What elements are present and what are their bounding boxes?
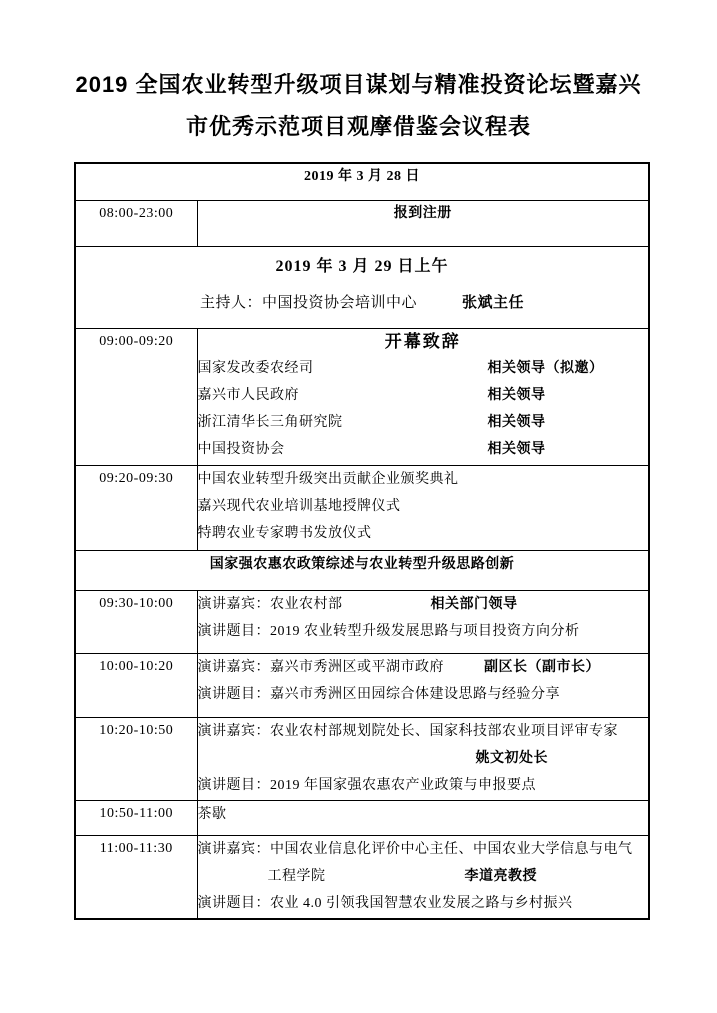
- opening-item-speaker: 相关领导: [487, 414, 546, 430]
- talk4-time: 11:00-11:30: [99, 840, 173, 856]
- opening-item-org: 嘉兴市人民政府: [197, 387, 299, 403]
- talk4-guest-continued: 工程学院: [267, 868, 326, 884]
- talk1-guest: 农业农村部: [270, 596, 343, 612]
- talk2-guest: 嘉兴市秀洲区或平湖市政府: [270, 659, 444, 675]
- guest-label: 演讲嘉宾：: [197, 841, 270, 857]
- ceremony-line: 特聘农业专家聘书发放仪式: [197, 525, 372, 541]
- ceremony-line: 嘉兴现代农业培训基地授牌仪式: [197, 498, 401, 514]
- talk1-speaker-name: 相关部门领导: [430, 596, 518, 612]
- talk1-content-cell: [197, 590, 649, 653]
- talk3-time: 10:20-10:50: [99, 722, 174, 738]
- talk2-time: 10:00-10:20: [99, 658, 174, 674]
- guest-label: 演讲嘉宾：: [197, 659, 270, 675]
- talk2-time-cell: [75, 653, 197, 717]
- ceremony-line: 中国农业转型升级突出贡献企业颁奖典礼: [197, 471, 459, 487]
- opening-time-cell: [75, 328, 197, 465]
- opening-item: [198, 436, 649, 463]
- registration-activity-cell: [197, 200, 649, 246]
- day2-header-cell: [75, 246, 649, 328]
- opening-heading: 开幕致辞: [384, 331, 461, 351]
- day2-date: 2019 年 3 月 29 日上午: [275, 257, 449, 275]
- tea-break-activity: 茶歇: [197, 806, 227, 822]
- table-row-day2-header: [75, 246, 649, 328]
- topic-label: 演讲题目：: [197, 895, 270, 911]
- talk1-guest-line: [198, 591, 649, 618]
- host-line: [76, 290, 648, 316]
- document-title: [49, 0, 669, 148]
- agenda-table: [74, 162, 650, 920]
- opening-item-org: 中国投资协会: [197, 441, 285, 457]
- table-row-talk1: [75, 590, 649, 653]
- talk2-guest-line: [198, 654, 649, 681]
- talk4-speaker-name: 李道亮教授: [464, 868, 537, 884]
- talk1-time: 09:30-10:00: [99, 595, 174, 611]
- host-label: 主持人：中国投资协会培训中心: [199, 294, 417, 311]
- talk3-speaker-name: 姚文初处长: [475, 750, 548, 766]
- talk4-topic: 农业 4.0 引领我国智慧农业发展之路与乡村振兴: [270, 895, 573, 911]
- talk4-content-cell: [197, 835, 649, 919]
- opening-time: 09:00-09:20: [99, 333, 174, 349]
- table-row-ceremonies: [75, 465, 649, 550]
- section-header-text: 国家强农惠农政策综述与农业转型升级思路创新: [209, 556, 515, 572]
- table-row-section-header: [75, 550, 649, 590]
- opening-item: [198, 355, 649, 382]
- ceremonies-time: 09:20-09:30: [99, 470, 174, 486]
- talk2-topic-line: [198, 681, 649, 708]
- talk2-speaker-name: 副区长（副市长）: [484, 659, 600, 675]
- table-row-talk2: [75, 653, 649, 717]
- table-row-registration: [75, 200, 649, 246]
- opening-item-speaker: 相关领导（拟邀）: [487, 360, 604, 376]
- talk3-content-cell: [197, 717, 649, 800]
- tea-break-time-cell: [75, 800, 197, 835]
- day1-header-cell: [75, 163, 649, 200]
- topic-label: 演讲题目：: [197, 623, 270, 639]
- talk4-topic-line: [198, 890, 649, 917]
- section-header-cell: [75, 550, 649, 590]
- talk3-guest: 农业农村部规划院处长、国家科技部农业项目评审专家: [270, 723, 618, 739]
- topic-label: 演讲题目：: [197, 686, 270, 702]
- talk1-topic-line: [198, 618, 649, 645]
- talk1-topic: 2019 农业转型升级发展思路与项目投资方向分析: [270, 623, 580, 639]
- table-row-opening: [75, 328, 649, 465]
- opening-item-speaker: 相关领导: [487, 441, 546, 457]
- guest-label: 演讲嘉宾：: [197, 596, 270, 612]
- opening-item-org: 国家发改委农经司: [197, 360, 314, 376]
- talk4-guest: 中国农业信息化评价中心主任、中国农业大学信息与电气: [270, 841, 633, 857]
- document-title-line1: 2019 全国农业转型升级项目谋划与精准投资论坛暨嘉兴: [75, 72, 642, 97]
- registration-time: 08:00-23:00: [99, 205, 174, 221]
- table-row-day1-header: [75, 163, 649, 200]
- table-row-tea-break: [75, 800, 649, 835]
- tea-break-content-cell: [197, 800, 649, 835]
- opening-item-org: 浙江清华长三角研究院: [197, 414, 343, 430]
- registration-activity: 报到注册: [393, 205, 452, 221]
- talk3-topic: 2019 年国家强农惠农产业政策与申报要点: [270, 777, 536, 793]
- talk2-topic: 嘉兴市秀洲区田园综合体建设思路与经验分享: [270, 686, 560, 702]
- talk3-time-cell: [75, 717, 197, 800]
- ceremonies-time-cell: [75, 465, 197, 550]
- talk3-guest-line: [198, 718, 649, 745]
- opening-content-cell: [197, 328, 649, 465]
- table-row-talk4: [75, 835, 649, 919]
- opening-item-speaker: 相关领导: [487, 387, 546, 403]
- talk4-time-cell: [75, 835, 197, 919]
- tea-break-time: 10:50-11:00: [99, 805, 173, 821]
- document-title-line2: 市优秀示范项目观摩借鉴会议程表: [185, 114, 531, 139]
- opening-item: [198, 382, 649, 409]
- table-row-talk3: [75, 717, 649, 800]
- day1-date: 2019 年 3 月 28 日: [304, 169, 420, 184]
- ceremonies-content-cell: [197, 465, 649, 550]
- opening-item: [198, 409, 649, 436]
- topic-label: 演讲题目：: [197, 777, 270, 793]
- talk4-guest-line2: [198, 863, 649, 890]
- talk3-speaker-line: [198, 745, 649, 772]
- talk1-time-cell: [75, 590, 197, 653]
- talk3-topic-line: [198, 772, 649, 799]
- host-name: 张斌主任: [462, 294, 525, 311]
- guest-label: 演讲嘉宾：: [197, 723, 270, 739]
- talk2-content-cell: [197, 653, 649, 717]
- registration-time-cell: [75, 200, 197, 246]
- talk4-guest-line1: [198, 836, 649, 863]
